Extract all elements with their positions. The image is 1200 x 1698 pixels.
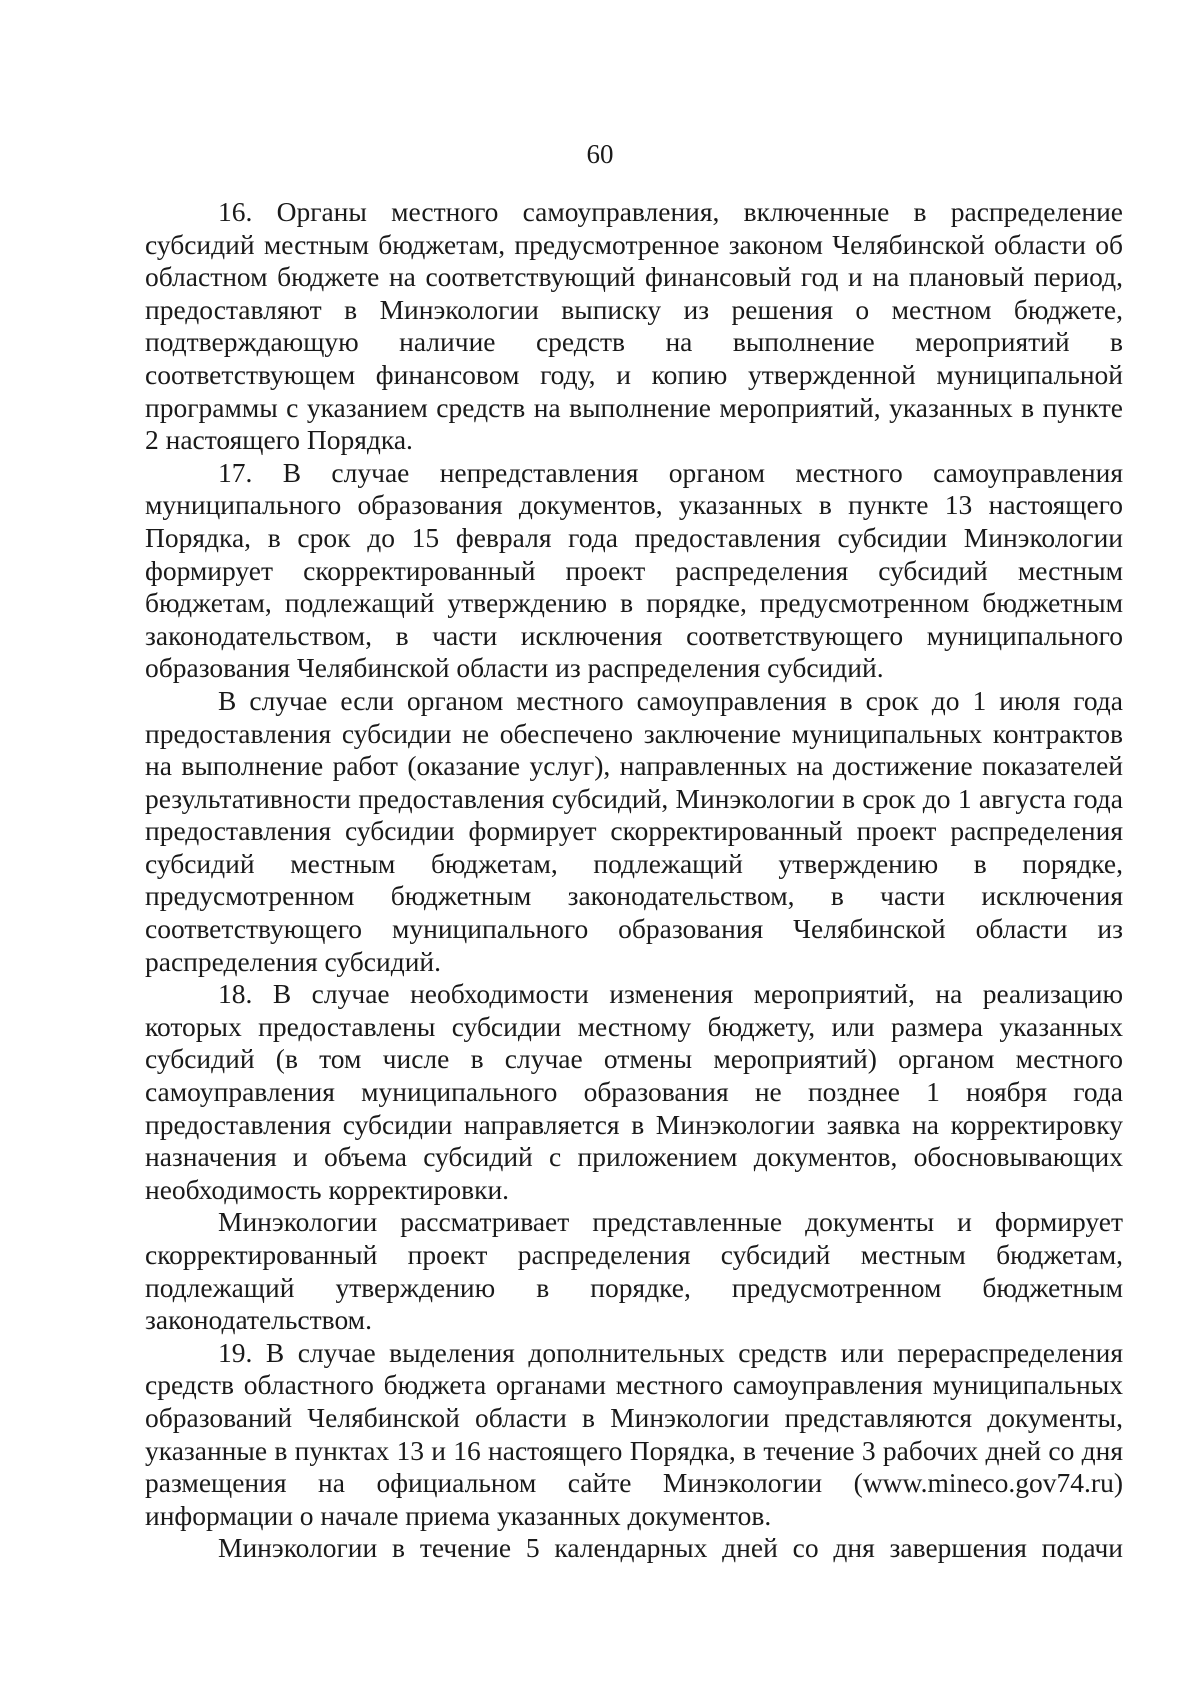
paragraph-19-continued: Минэкологии в течение 5 календарных дней со дня завершения подачи (218, 1532, 1123, 1564)
paragraph-18: 18. В случае необходимости изменения мероприятий, на реализацию которых предоставлены субсидии местному бюджету, или размера указанных субсидий (в том числе в случае отмены мероприятий) органом местного самоуправления муниципального образования не позднее 1 ноября года предоставления субсидии направляется в Минэкологии заявка на корректировку назначения и объема субсидий с приложением документов, обосновывающих необходимость корректировки. (145, 978, 1123, 1205)
paragraph-17-continued: В случае если органом местного самоуправления в срок до 1 июля года предоставления субсидии не обеспечено заключение муниципальных контрактов на выполнение работ (оказание услуг), направленных на достижение показателей результативности предоставления субсидий, Минэкологии в срок до 1 августа года предоставления субсидии формирует скорректированный проект распределения субсидий местным бюджетам, подлежащий утверждению в порядке, предусмотренном бюджетным законодательством, в части исключения соответствующего муниципального образования Челябинской области из распределения субсидий. (145, 684, 1123, 977)
paragraph-17: 17. В случае непредставления органом местного самоуправления муниципального образования документов, указанных в пункте 13 настоящего Порядка, в срок до 15 февраля года предоставления субсидии Минэкологии формирует скорректированный проект распределения субсидий местным бюджетам, подлежащий утверждению в порядке, предусмотренном бюджетным законодательством, в части исключения соответствующего муниципального образования Челябинской области из распределения субсидий. (145, 456, 1123, 684)
page-number: 60 (586, 139, 614, 169)
paragraph-16: 16. Органы местного самоуправления, включенные в распределение субсидий местным бюджетам, предусмотренное законом Челябинской области об областном бюджете на соответствующий финансовый год и на плановый период, предоставляют в Минэкологии выписку из решения о местном бюджете, подтверждающую наличие средств на выполнение мероприятий в соответствующем финансовом году, и копию утвержденной муниципальной программы с указанием средств на выполнение мероприятий, указанных в пункте 2 настоящего Порядка. (145, 196, 1123, 456)
paragraph-19: 19. В случае выделения дополнительных средств или перераспределения средств областного бюджета органами местного самоуправления муниципальных образований Челябинской области в Минэкологии представляются документы, указанные в пунктах 13 и 16 настоящего Порядка, в течение 3 рабочих дней со дня размещения на официальном сайте Минэкологии (www.mineco.gov74.ru) информации о начале приема указанных документов. (145, 1336, 1123, 1531)
document-body (145, 196, 1123, 1565)
paragraph-18-continued: Минэкологии рассматривает представленные документы и формирует скорректированный проект распределения субсидий местным бюджетам, подлежащий утверждению в порядке, предусмотренном бюджетным законодательством. (145, 1206, 1123, 1336)
